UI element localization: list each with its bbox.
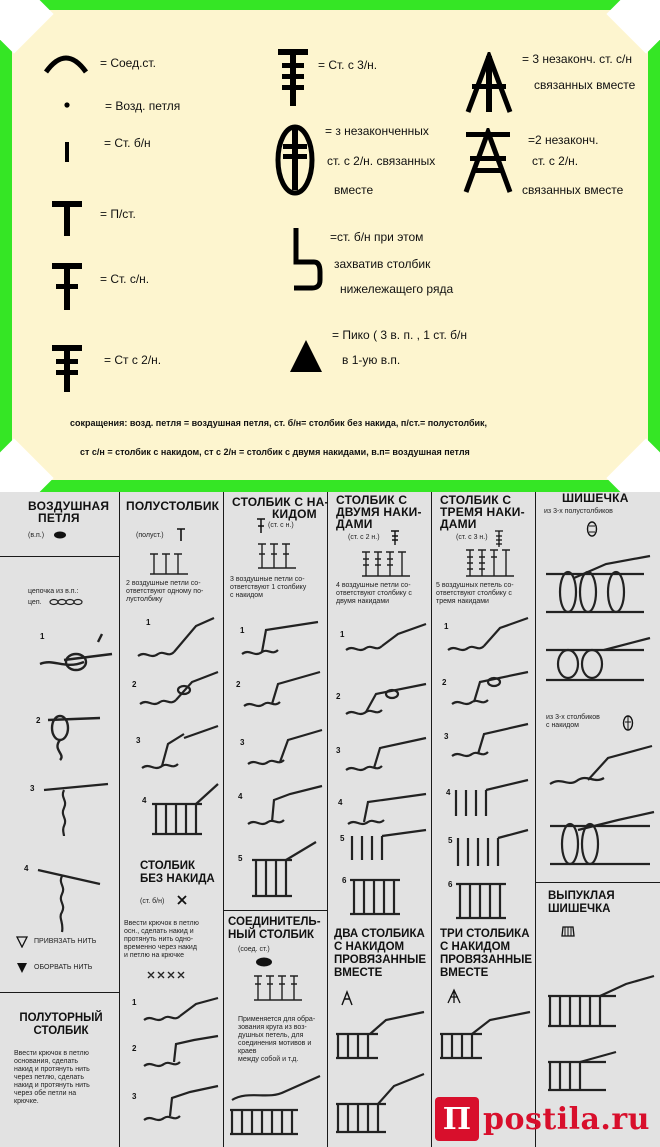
dc2tog-symbol-icon (340, 990, 354, 1006)
chain-step-4-illustration (34, 856, 104, 936)
dc2tog-title: ДВА СТОЛБИКА С НАКИДОМ ПРОВЯЗАННЫЕ ВМЕСТЕ (334, 928, 427, 979)
slip-stitch-title: СОЕДИНИТЕЛЬ- НЫЙ СТОЛБИК (228, 916, 321, 941)
tr-symbol-icon (390, 530, 400, 546)
abbreviations-line-2: ст с/н = столбик с накидом, ст с 2/н = столбик с двумя накидами, в.п= воздушная петля (80, 447, 470, 457)
dtr-step-5-illustration (454, 826, 530, 870)
legend-label: = Пико ( 3 в. п. , 1 ст. б/н (332, 328, 467, 342)
hdc-step-3-illustration (138, 724, 220, 776)
dtr-chain-diagram (464, 548, 534, 578)
legend-label: = 3 незаконч. ст. с/н (522, 52, 632, 66)
dc-symbol-icon (256, 518, 266, 534)
tr-chain-diagram (360, 548, 430, 578)
slip-stitch-desc: Применяется для обра- зования круга из воз- душных петель, для соединения мотивов и краев между собой и т.д. (238, 1016, 316, 1063)
dtr-step-3-illustration (448, 720, 530, 764)
hdc-step-1-illustration (134, 614, 220, 664)
sc-chain-diagram (146, 970, 202, 980)
legend-label: захватив столбик (334, 257, 431, 271)
dtr-symbol-icon (494, 530, 504, 548)
hdc-step-2-illustration (136, 668, 220, 714)
bobble-oval-icon (586, 520, 598, 538)
fasten-off-label: ОБОРВАТЬ НИТЬ (34, 964, 93, 971)
dtr-step-1-illustration (444, 614, 530, 658)
bobble-step-1-illustration (544, 552, 654, 622)
bobble-dc-oval-icon (622, 714, 634, 732)
chain-step-2-illustration (40, 706, 102, 762)
raised-bobble-step-1-illustration (546, 972, 656, 1032)
postila-text: postila.ru (482, 1101, 650, 1137)
tr-abbr: (ст. с 2 н.) (348, 534, 380, 541)
triple-treble-symbol (276, 46, 310, 108)
tr3tog-symbol-icon (446, 988, 462, 1004)
postila-watermark (435, 1097, 650, 1141)
legend-label: в 1-ую в.п. (342, 353, 401, 367)
legend-label: = Ст. с/н. (100, 272, 150, 286)
sc-step-2-illustration (140, 1032, 220, 1076)
dc2tog-step-1-illustration (334, 1008, 428, 1064)
legend-label: = П/ст. (100, 207, 136, 221)
abbreviations-line-1: сокращения: возд. петля = воздушная петля, ст. б/н= столбик без накида, п/ст.= полустолбик, (70, 418, 488, 428)
chain-dots-icon (48, 598, 88, 606)
legend-label: = з незаконченных (325, 124, 429, 138)
hdc-chain-diagram (148, 550, 208, 576)
dc-abbr: (ст. с н.) (268, 522, 294, 529)
bobble-step-2-illustration (544, 632, 654, 692)
front-post-stitch-symbol (290, 226, 324, 296)
slip-stitch-diagram (252, 972, 312, 1002)
legend-label: связанных вместе (522, 183, 624, 197)
join-yarn-label: ПРИВЯЗАТЬ НИТЬ (34, 938, 97, 945)
join-yarn-icon (16, 936, 28, 948)
sc-step-3-illustration (140, 1080, 220, 1130)
hdc-step-4-illustration (150, 780, 220, 840)
raised-bobble-icon (560, 924, 576, 940)
dtr-abbr: (ст. с 3 н.) (456, 534, 488, 541)
tr-step-5-illustration (348, 826, 428, 868)
hdc-extended-desc: Ввести крючок в петлю основания, сделать накид и протянуть нить через петлю, сделать накид и протянуть нить через обе петли на крючке. (14, 1050, 90, 1105)
chain-step-3-illustration (40, 768, 110, 838)
dc2tog-step-2-illustration (334, 1068, 428, 1136)
double-crochet-symbol (50, 260, 84, 312)
tr3tog-step-1-illustration (438, 1008, 532, 1064)
tr2tog-symbol (462, 128, 514, 194)
legend-label: ст. с 2/н. (532, 154, 579, 168)
dc-desc: 3 воздушные петли со- ответствуют 1 столбику с накидом (230, 576, 307, 599)
tr-step-6-illustration (348, 866, 424, 918)
chain-abbr: (в.п.) (28, 532, 45, 539)
dtr-title: СТОЛБИК С ТРЕМЯ НАКИ- ДАМИ (440, 493, 525, 531)
dc-step-2-illustration (238, 670, 322, 714)
dc3tog-symbol (464, 52, 514, 114)
dc-title: СТОЛБИК С НА- КИДОМ (232, 495, 329, 521)
sc-title: СТОЛБИК БЕЗ НАКИДА (140, 860, 215, 885)
chain-oval-icon (52, 530, 68, 540)
bobble-dc-step-2-illustration (548, 808, 656, 872)
raised-bobble-step-2-illustration (546, 1044, 656, 1094)
hdc-title: ПОЛУСТОЛБИК (126, 499, 220, 513)
bobble-abbr: из 3-х полустолбиков (544, 508, 613, 515)
fasten-off-icon (16, 962, 28, 974)
bobble-mid-note: из 3-х столбиков с накидом (546, 714, 600, 729)
dtr-step-2-illustration (448, 668, 530, 712)
raised-bobble-title: ВЫПУКЛАЯ ШИШЕЧКА (548, 890, 615, 915)
chain-stitch-symbol (62, 100, 72, 110)
hdc-symbol-icon (176, 528, 186, 542)
legend-label: =ст. б/н при этом (330, 230, 424, 244)
tr-title: СТОЛБИК С ДВУМЯ НАКИ- ДАМИ (336, 493, 422, 531)
dtr-step-6-illustration (454, 870, 530, 922)
tr-step-1-illustration (342, 620, 428, 660)
tr-desc: 4 воздушные петли со- ответствуют столбику с двумя накидами (336, 582, 412, 605)
legend-label: = Ст. б/н (104, 136, 151, 150)
crochet-stitch-chart: ВОЗДУШНАЯ ПЕТЛЯ (в.п.) цепочка из в.п.: цеп. 1 2 3 4 ПРИВЯЗАТЬ НИТЬ ОБОРВАТЬ НИТЬ ПОЛУТОРНЫЙ СТОЛБИК Ввести крючок в петлю основания, сделать накид и протянуть нить через петлю, сделать накид и протянуть нить через обе петли на крючке. ПОЛУСТОЛБИК (полуст.) 2 воздушные петли со- ответствуют одному по- лустолбику 1 2 3 4 СТОЛБИК БЕЗ НАКИДА (ст. б/н) Ввести крючок в петлю осн., сделать накид и протянуть нить одно- временно через накид и петлю на крючке 1 2 3 СТОЛБИК С НА- КИДОМ (ст. с н.) 3 воздушные петли со- ответствуют 1 столбику с накидом 1 2 3 4 5 СОЕДИНИТЕЛЬ- НЫЙ СТОЛБИК (соед. ст.) Применяется для обра- зования круга из воз- душных петель, для соединения мотивов и краев между собой и т.д. СТОЛБИК С ДВУМЯ НАКИ- ДАМИ (ст. с 2 н.) 4 воздушные петли со- ответствуют столбику с двумя накидами 1 2 3 4 5 6 ДВА СТОЛБИКА С НАКИДОМ ПРОВЯЗАННЫЕ ВМЕСТЕ СТОЛБИК С ТРЕМЯ НАКИ- ДАМИ (ст. с 3 н.) 5 воздушных петель со- ответствуют столбику с тремя накидами 1 2 3 4 5 6 ТРИ СТОЛБИКА С НАКИДОМ ПРОВЯЗАННЫЕ ВМЕСТЕ ШИШЕЧКА из 3-х полустолбиков из 3-х столбиков с накидом ВЫПУКЛАЯ ШИШЕЧКА П postila.ru (0, 492, 660, 1147)
slip-stitch-abbr: (соед. ст.) (238, 946, 270, 953)
dc-step-4-illustration (244, 782, 324, 832)
legend-label: = Возд. петля (105, 99, 181, 113)
tr-step-3-illustration (342, 734, 428, 778)
hdc-extended-title: ПОЛУТОРНЫЙ СТОЛБИК (19, 1012, 103, 1037)
dc-step-3-illustration (244, 726, 324, 772)
legend-label: нижележащего ряда (340, 282, 454, 296)
chain-desc: цеп. (28, 599, 42, 606)
dc-chain-diagram (256, 540, 316, 570)
puff-cluster-symbol (274, 120, 316, 196)
postila-logo-icon: П (435, 1097, 479, 1141)
legend-label: = Ст с 2/н. (104, 353, 162, 367)
dc-step-1-illustration (236, 618, 322, 662)
slip-stitch-illustration (228, 1070, 324, 1140)
slip-stitch-symbol (42, 50, 90, 74)
sc-desc: Ввести крючок в петлю осн., сделать накид и протянуть нить одно- временно через накид и петлю на крючке (124, 920, 199, 959)
dtr-step-4-illustration (452, 776, 530, 822)
legend-label: = Ст. с 3/н. (318, 58, 378, 72)
dtr-desc: 5 воздушных петель со- ответствуют столбику с тремя накидами (436, 582, 514, 605)
chain-desc: цепочка из в.п.: (28, 588, 79, 595)
legend-label: ст. с 2/н. связанных (327, 154, 436, 168)
tr3tog-title: ТРИ СТОЛБИКА С НАКИДОМ ПРОВЯЗАННЫЕ ВМЕСТЕ (440, 928, 533, 979)
hdc-desc: 2 воздушные петли со- ответствуют одному по- лустолбику (126, 580, 204, 603)
symbol-legend-panel (0, 0, 660, 492)
legend-label: =2 незаконч. (528, 133, 599, 147)
bobble-title: ШИШЕЧКА (562, 492, 629, 505)
legend-label: вместе (334, 183, 374, 197)
sc-abbr: (ст. б/н) (140, 898, 165, 905)
half-double-crochet-symbol (50, 198, 84, 238)
legend-label: связанных вместе (534, 78, 636, 92)
single-crochet-symbol (62, 140, 72, 164)
slip-stitch-dot-icon (254, 956, 274, 968)
bobble-dc-step-1-illustration (548, 740, 654, 800)
chain-title: ВОЗДУШНАЯ ПЕТЛЯ (28, 499, 110, 525)
chain-step-1-illustration (34, 630, 114, 686)
dc-step-5-illustration (250, 838, 320, 902)
sc-step-1-illustration (140, 990, 220, 1030)
legend-label: = Соед.ст. (100, 56, 156, 70)
picot-symbol (288, 338, 324, 374)
sc-x-icon (176, 894, 188, 906)
treble-crochet-symbol (50, 342, 84, 394)
tr-step-2-illustration (342, 680, 428, 722)
hdc-abbr: (полуст.) (136, 532, 164, 539)
